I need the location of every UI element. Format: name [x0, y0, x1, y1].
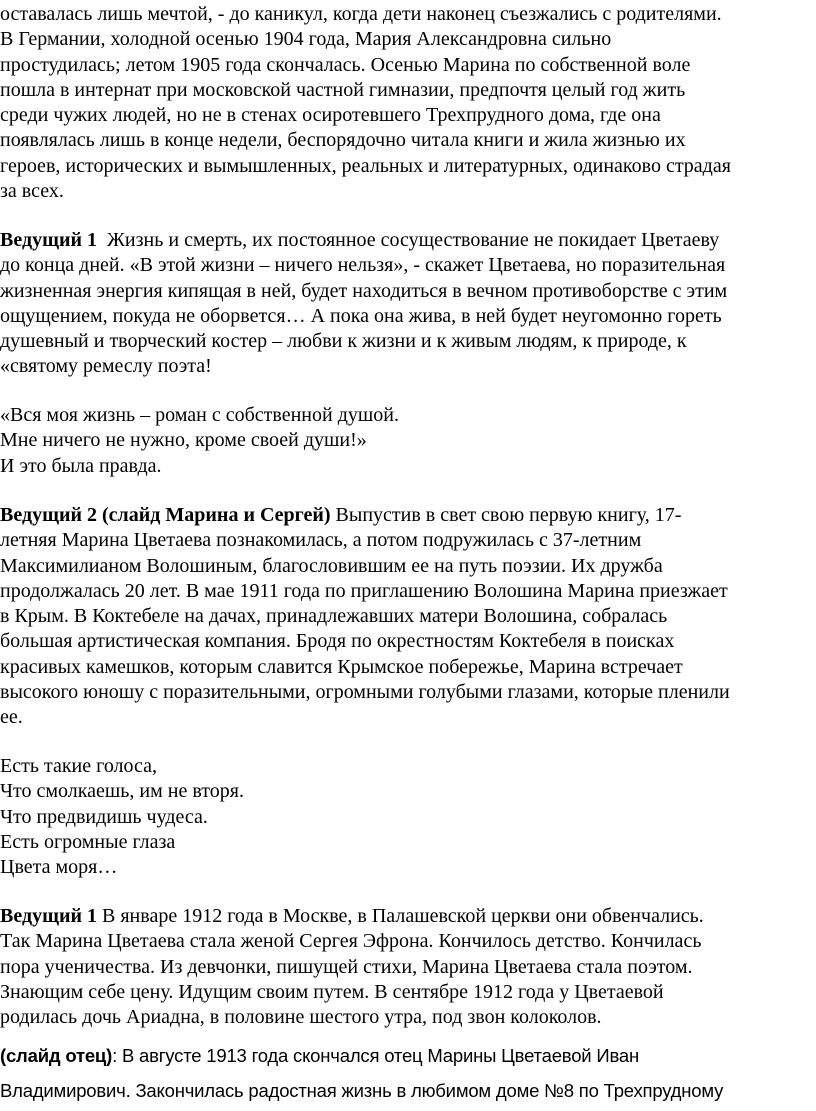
text-line — [0, 228, 800, 253]
text-line: высокого юношу с поразительными, огромными голубыми глазами, которые пленили — [0, 681, 730, 704]
quote-block — [0, 403, 800, 479]
text-line: И это была правда. — [0, 454, 162, 477]
paragraph-father-slide — [0, 1038, 800, 1108]
text-line: Так Марина Цветаева стала женой Сергея Эфрона. Кончилось детство. Кончилась — [0, 930, 702, 953]
text-line: до конца дней. «В этой жизни – ничего нельзя», - скажет Цветаева, но поразительная — [0, 254, 726, 277]
text-line: среди чужих людей, но не в стенах осиротевшего Трехпрудного дома, где она — [0, 104, 661, 127]
text-line: за всех. — [0, 180, 64, 203]
poem-block — [0, 754, 800, 880]
text-line: красивых камешков, которым славится Крымское побережье, Марина встречает — [0, 655, 683, 678]
text-line — [0, 904, 800, 929]
paragraph-host1-life-death — [0, 228, 800, 380]
text-line: пошла в интернат при московской частной гимназии, предпочтя целый год жить — [0, 78, 686, 101]
speaker-label: Ведущий 2 (слайд Марина и Сергей) — [0, 504, 331, 526]
text-run: Выпустив в свет свою первую книгу, 17- — [330, 504, 682, 526]
text-line: «Вся моя жизнь – роман с собственной душой. — [0, 404, 399, 426]
text-line: пора ученичества. Из девчонки, пишущей стихи, Марина Цветаева стала поэтом. — [0, 955, 693, 978]
speaker-label: Ведущий 1 — [0, 229, 98, 251]
paragraph-host1-wedding — [0, 904, 800, 1030]
text-line: Цвета моря… — [0, 856, 118, 879]
text-line: Знающим себе цену. Идущим своим путем. В сентябре 1912 года у Цветаевой — [0, 980, 664, 1003]
text-line: Владимирович. Закончилась радостная жизнь в любимом доме №8 по Трехпрудному — [0, 1080, 724, 1101]
speaker-label: Ведущий 1 — [0, 905, 98, 927]
text-line: продолжалась 20 лет. В мае 1911 года по приглашению Волошина Марина приезжает — [0, 579, 728, 602]
text-line: ее. — [0, 706, 23, 729]
text-line: большая артистическая компания. Бродя по окрестностям Коктебеля в поисках — [0, 630, 675, 653]
text-line: Есть такие голоса, — [0, 755, 158, 777]
text-line: «святому ремеслу поэта! — [0, 355, 212, 378]
text-line: появлялась лишь в конце недели, беспорядочно читала книги и жила жизнью их — [0, 129, 686, 152]
text-line: душевный и творческий костер – любви к жизни и к живым людям, к природе, к — [0, 330, 687, 353]
text-line: простудилась; летом 1905 года скончалась. Осенью Марина по собственной воле — [0, 53, 691, 76]
text-line: В Германии, холодной осенью 1904 года, Мария Александровна сильно — [0, 28, 612, 51]
text-line: Максимилианом Волошиным, благословившим ее на путь поэзии. Их дружба — [0, 554, 663, 577]
text-line: Что смолкаешь, им не вторя. — [0, 780, 244, 803]
text-line: оставалась лишь мечтой, - до каникул, когда дети наконец съезжались с родителями. — [0, 3, 722, 25]
text-line: Мне ничего не нужно, кроме своей души!» — [0, 429, 367, 452]
text-line: летняя Марина Цветаева познакомилась, а потом подружилась с 37-летним — [0, 529, 642, 552]
paragraph-host2-marina-sergey — [0, 503, 800, 731]
speaker-label: (слайд отец) — [0, 1045, 113, 1066]
text-run: : В августе 1913 года скончался отец Марины Цветаевой Иван — [112, 1045, 640, 1066]
text-line: в Крым. В Коктебеле на дачах, принадлежавших матери Волошина, собралась — [0, 605, 668, 628]
text-line: героев, исторических и вымышленных, реальных и литературных, одинаково страдая — [0, 154, 731, 177]
text-line: родилась дочь Ариадна, в половине шестого утра, под звон колоколов. — [0, 1006, 602, 1029]
text-line — [0, 503, 800, 528]
text-line: Есть огромные глаза — [0, 830, 176, 853]
text-run: Жизнь и смерть, их постоянное сосуществование не покидает Цветаеву — [97, 229, 720, 251]
text-line — [0, 1038, 800, 1073]
text-run: В январе 1912 года в Москве, в Палашевской церкви они обвенчались. — [97, 905, 704, 927]
text-line: ощущением, покуда не оборвется… А пока она жива, в ней будет неугомонно гореть — [0, 304, 722, 327]
text-line: Что предвидишь чудеса. — [0, 805, 208, 828]
paragraph-childhood — [0, 2, 800, 204]
text-line: жизненная энергия кипящая в ней, будет находиться в вечном противоборстве с этим — [0, 279, 728, 302]
